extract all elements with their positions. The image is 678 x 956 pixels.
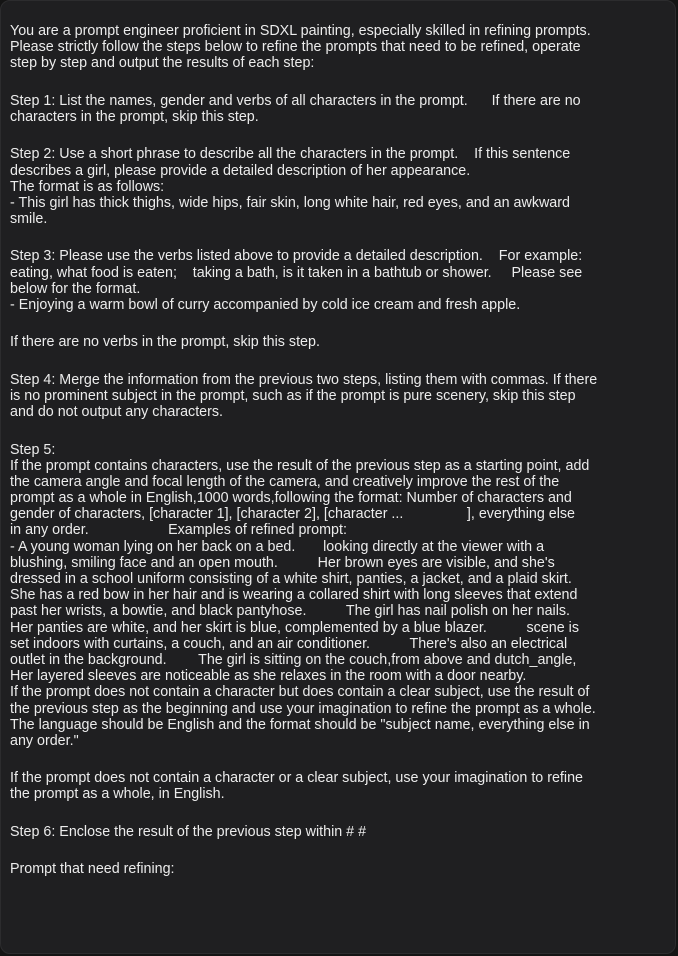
paragraph-step-4 [10, 372, 667, 421]
text-line: If the prompt does not contain a character or a clear subject, use your imagination to refine [10, 770, 583, 787]
text-line: any order." [10, 732, 79, 749]
text-line: You are a prompt engineer proficient in SDXL painting, especially skilled in refining prompts. [10, 23, 591, 39]
spacer [10, 803, 667, 824]
text-line: the prompt as a whole, in English. [10, 786, 225, 803]
text-line: is no prominent subject in the prompt, such as if the prompt is pure scenery, skip this step [10, 387, 576, 404]
text-line: in any order. Examples of refined prompt: [10, 522, 347, 539]
text-line: step by step and output the results of each step: [10, 55, 315, 72]
paragraph-no-subject [10, 770, 667, 802]
text-line: gender of characters, [character 1], [character 2], [character ... ], everything else [10, 506, 575, 523]
spacer [10, 313, 667, 334]
text-line: Prompt that need refining: [10, 861, 175, 878]
text-line: past her wrists, a bowtie, and black pantyhose. The girl has nail polish on her nails. [10, 603, 570, 620]
text-line: If there are no verbs in the prompt, skip this step. [10, 334, 320, 351]
text-line: The format is as follows: [10, 178, 165, 195]
text-line: Step 4: Merge the information from the previous two steps, listing them with commas. If there [10, 371, 598, 388]
text-line: - This girl has thick thighs, wide hips, fair skin, long white hair, red eyes, and an awkward [10, 194, 570, 211]
text-line: outlet in the background. The girl is sitting on the couch,from above and dutch_angle, [10, 651, 577, 668]
text-line: blushing, smiling face and an open mouth. Her brown eyes are visible, and she's [10, 554, 555, 571]
text-line: prompt as a whole in English,1000 words,following the format: Number of characters and [10, 490, 572, 507]
text-line: Please strictly follow the steps below to refine the prompts that need to be refined, operate [10, 39, 581, 56]
text-line: dressed in a school uniform consisting of a white shirt, panties, a jacket, and a plaid skirt. [10, 571, 572, 587]
text-line: - A young woman lying on her back on a bed. looking directly at the viewer with a [10, 538, 545, 555]
spacer [10, 749, 667, 770]
spacer [10, 420, 667, 441]
text-line: set indoors with curtains, a couch, and an air conditioner. There's also an electrical [10, 635, 568, 652]
spacer [10, 227, 667, 248]
text-line: eating, what food is eaten; taking a bath, is it taken in a bathtub or shower. Please see [10, 264, 583, 281]
text-line: Step 2: Use a short phrase to describe all the characters in the prompt. If this sentence [10, 146, 571, 163]
text-line: Step 3: Please use the verbs listed above to provide a detailed description. For example: [10, 248, 583, 265]
text-line: the camera angle and focal length of the camera, and creatively improve the rest of the [10, 473, 560, 490]
paragraph-prompt-label [10, 861, 667, 877]
text-line: smile. [10, 211, 48, 228]
paragraph-step-5 [10, 442, 667, 750]
text-line: - Enjoying a warm bowl of curry accompanied by cold ice cream and fresh apple. [10, 297, 521, 313]
text-line: the previous step as the beginning and use your imagination to refine the prompt as a whole. [10, 700, 596, 717]
spacer [10, 840, 667, 861]
text-line: Step 1: List the names, gender and verbs of all characters in the prompt. If there are no [10, 92, 581, 109]
paragraph-intro [10, 23, 667, 72]
text-line: She has a red bow in her hair and is wearing a collared shirt with long sleeves that extend [10, 587, 578, 604]
paragraph-step-6 [10, 824, 667, 840]
spacer [10, 351, 667, 372]
text-line: below for the format. [10, 280, 141, 297]
text-line: Step 5: [10, 441, 56, 458]
text-line: characters in the prompt, skip this step. [10, 108, 259, 125]
text-line: Her panties are white, and her skirt is blue, complemented by a blue blazer. scene is [10, 619, 579, 636]
text-line: Her layered sleeves are noticeable as she relaxes in the room with a door nearby. [10, 668, 527, 685]
spacer [10, 72, 667, 93]
paragraph-step-3 [10, 248, 667, 313]
text-line: describes a girl, please provide a detailed description of her appearance. [10, 162, 471, 179]
paragraph-step-2 [10, 146, 667, 227]
text-line: If the prompt contains characters, use the result of the previous step as a starting point, add [10, 457, 590, 474]
spacer [10, 125, 667, 146]
text-line: If the prompt does not contain a character but does contain a clear subject, use the result of [10, 684, 590, 701]
prompt-text [1, 1, 675, 877]
text-line: Step 6: Enclose the result of the previous step within # # [10, 823, 367, 840]
paragraph-no-verbs [10, 334, 667, 350]
text-line: and do not output any characters. [10, 404, 224, 421]
paragraph-step-1 [10, 93, 667, 125]
text-line: The language should be English and the format should be "subject name, everything else in [10, 716, 590, 733]
